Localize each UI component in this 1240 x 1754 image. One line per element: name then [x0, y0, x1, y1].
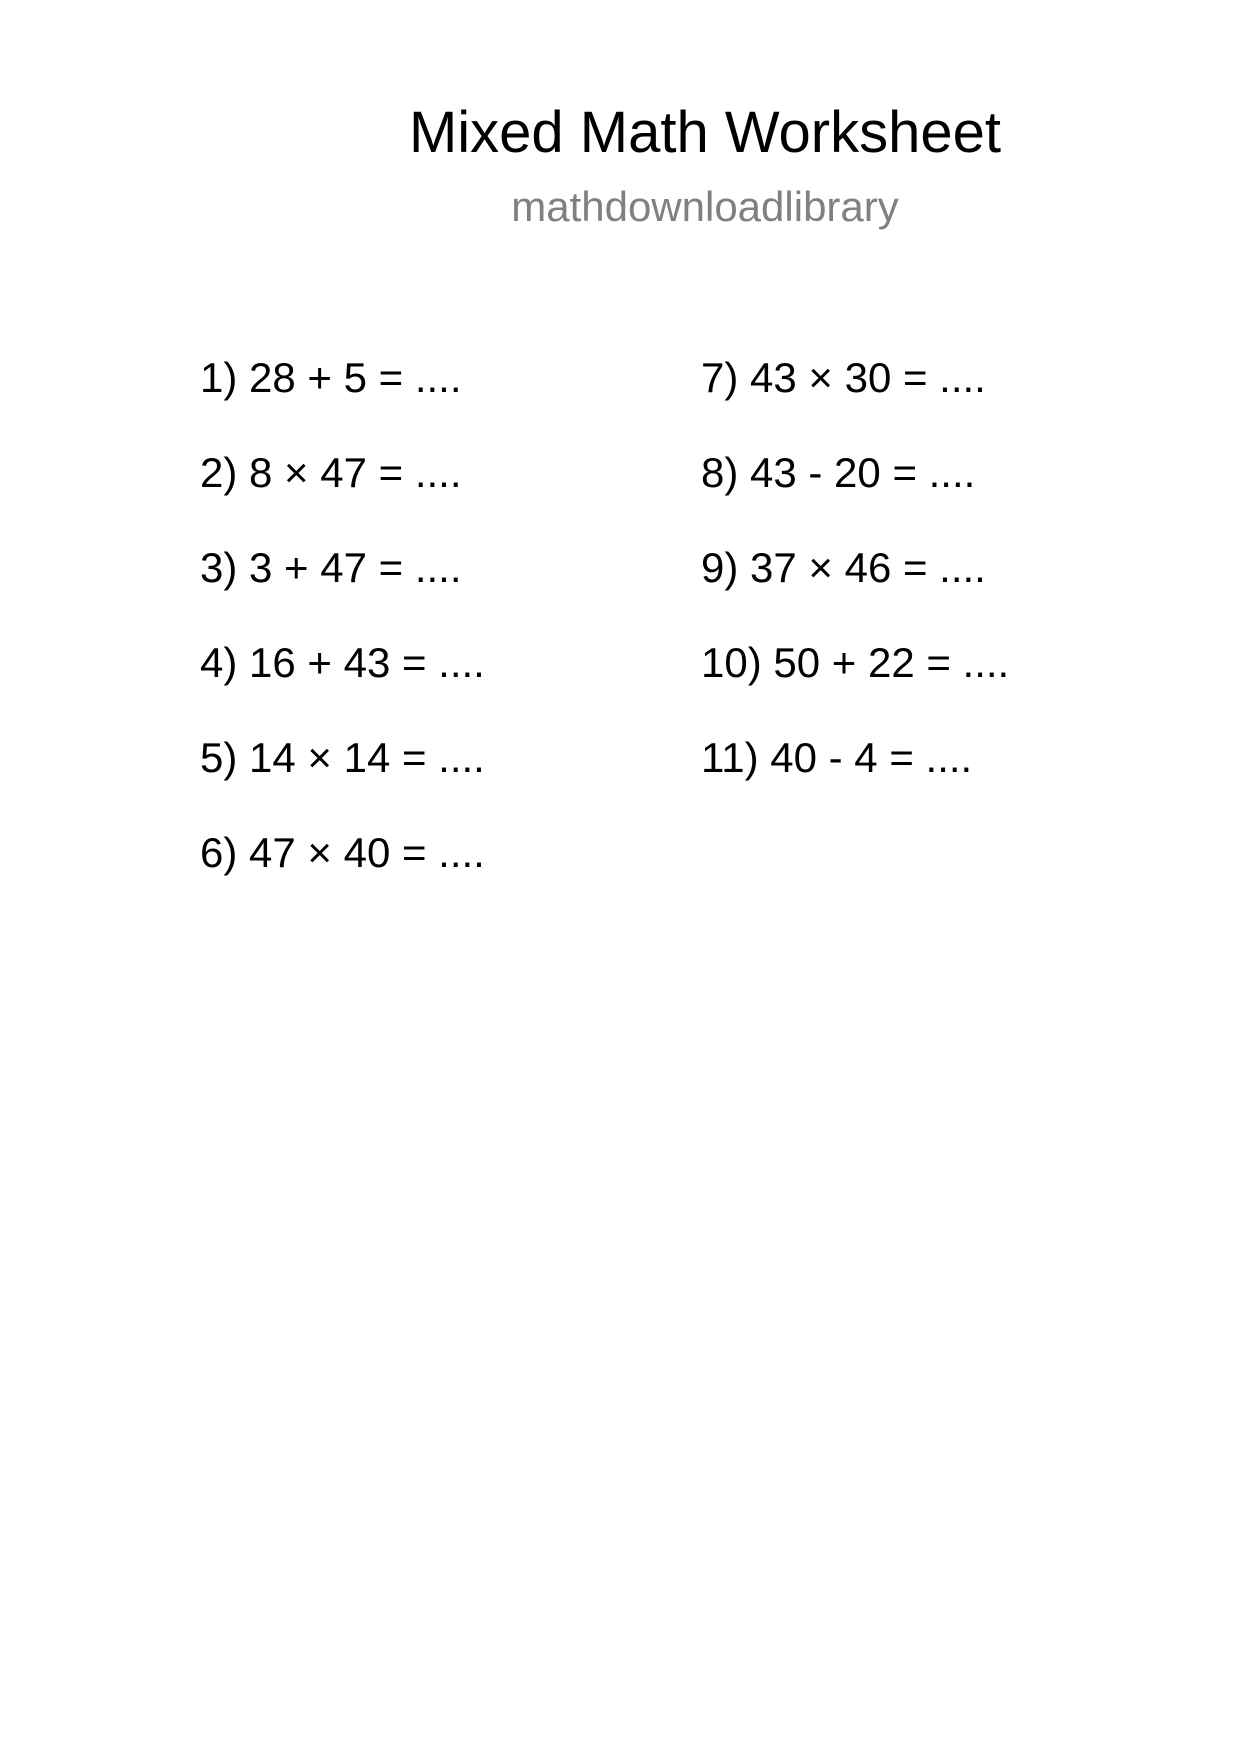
- worksheet-subtitle: mathdownloadlibrary: [511, 183, 899, 230]
- problem-5: 5) 14 × 14 = ....: [200, 734, 485, 781]
- worksheet-title: Mixed Math Worksheet: [408, 100, 1002, 165]
- problem-list-right: [701, 348, 1009, 823]
- problem-4: 4) 16 + 43 = ....: [200, 639, 485, 686]
- problem-7: 7) 43 × 30 = ....: [701, 354, 986, 401]
- problem-1: 1) 28 + 5 = ....: [200, 354, 462, 401]
- problem-2: 2) 8 × 47 = ....: [200, 449, 462, 496]
- problem-6: 6) 47 × 40 = ....: [200, 829, 485, 876]
- problem-list-left: [200, 348, 485, 918]
- problem-10: 10) 50 + 22 = ....: [701, 639, 1010, 686]
- problem-11: 11) 40 - 4 = ....: [701, 734, 973, 781]
- problem-9: 9) 37 × 46 = ....: [701, 544, 986, 591]
- problem-3: 3) 3 + 47 = ....: [200, 544, 462, 591]
- problem-8: 8) 43 - 20 = ....: [701, 449, 976, 496]
